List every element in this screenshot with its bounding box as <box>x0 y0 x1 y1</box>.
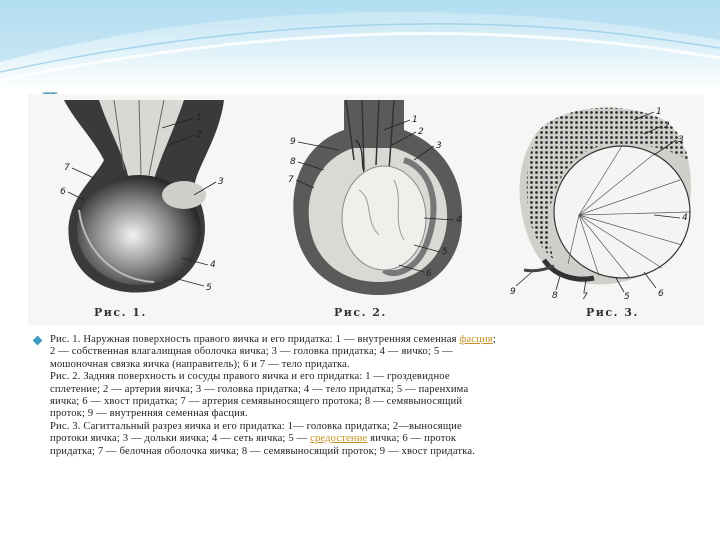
description-paragraph <box>50 334 690 458</box>
description-line-9-end: яичка; 6 — проток <box>367 433 457 445</box>
fig1-label-1: 1 <box>196 113 202 123</box>
fig2-label-7: 7 <box>288 175 294 185</box>
fig3-label-5: 5 <box>624 292 630 300</box>
fig3-label-6: 6 <box>658 289 664 299</box>
fig1-label-3: 3 <box>218 177 224 187</box>
description-line-4: Рис. 2. Задняя поверхность и сосуды правого яичка и его придатка: 1 — гроздевидное <box>50 371 450 383</box>
fig2-label-5: 5 <box>442 247 448 257</box>
fig2-label-3: 3 <box>436 141 442 151</box>
description-line-8: Рис. 3. Сагиттальный разрез яичка и его придатка: 1— головка придатка; 2—выносящие <box>50 420 462 432</box>
description-line-3: мошоночная связка яичка (направитель); 6 и 7 — тело придатка. <box>50 358 350 370</box>
fig1-label-5: 5 <box>206 283 212 293</box>
fig2-label-8: 8 <box>290 157 296 167</box>
fig1-label-2: 2 <box>196 130 202 140</box>
description-line-7: проток; 9 — внутренняя семенная фасция. <box>50 408 248 420</box>
description-line-1 <box>50 334 690 346</box>
fig1-label-4: 4 <box>210 260 216 270</box>
fig2-label-9: 9 <box>290 137 296 147</box>
fig2-label-6: 6 <box>426 269 432 279</box>
figure-1-illustration <box>44 100 244 300</box>
fig3-label-1: 1 <box>656 107 662 117</box>
fig3-label-3: 3 <box>678 135 684 145</box>
fig2-label-2: 2 <box>418 127 424 137</box>
figure-3-caption: Рис. 3. <box>586 306 639 319</box>
figure-1-caption: Рис. 1. <box>94 306 147 319</box>
description-line-1-text: Рис. 1. Наружная поверхность правого яичка и его придатка: 1 — внутренняя семенная <box>50 334 460 345</box>
fig3-label-7: 7 <box>582 292 588 300</box>
fig1-label-6: 6 <box>60 187 66 197</box>
fig3-label-8: 8 <box>552 291 558 300</box>
description-line-6: яичка; 6 — хвост придатка; 7 — артерия семявыносящего протока; 8 — семявыносящий <box>50 396 463 408</box>
figure-2-caption: Рис. 2. <box>334 306 387 319</box>
fascia-link[interactable]: фасция <box>459 334 493 345</box>
header-wave <box>0 0 720 95</box>
fig2-label-4: 4 <box>456 215 462 225</box>
description-line-9-text: протоки яичка; 3 — дольки яичка; 4 — сеть яичка; 5 — <box>50 433 311 445</box>
fig3-label-2: 2 <box>664 121 670 131</box>
description-line-1-end: ; <box>492 334 496 345</box>
description-line-9 <box>50 433 690 445</box>
fig1-label-7: 7 <box>64 163 70 173</box>
description-line-10: придатка; 7 — белочная оболочка яичка; 8 — семявыносящий проток; 9 — хвост придатка. <box>50 445 475 457</box>
fig3-label-9: 9 <box>510 287 516 297</box>
fig3-label-4: 4 <box>682 213 688 223</box>
mediastinum-link[interactable]: средостение <box>310 433 368 445</box>
fig2-label-1: 1 <box>412 115 418 125</box>
bullet-icon <box>33 336 43 346</box>
illustration-plate <box>28 94 704 326</box>
figure-2-illustration <box>284 100 474 300</box>
description-line-5: сплетение; 2 — артерия яичка; 3 — головка придатка; 4 — тело придатка; 5 — паренхима <box>50 383 469 395</box>
description-line-2: 2 — собственная влагалищная оболочка яичка; 3 — головка придатка; 4 — яичко; 5 — <box>50 346 453 358</box>
figure-3-illustration <box>504 100 700 300</box>
